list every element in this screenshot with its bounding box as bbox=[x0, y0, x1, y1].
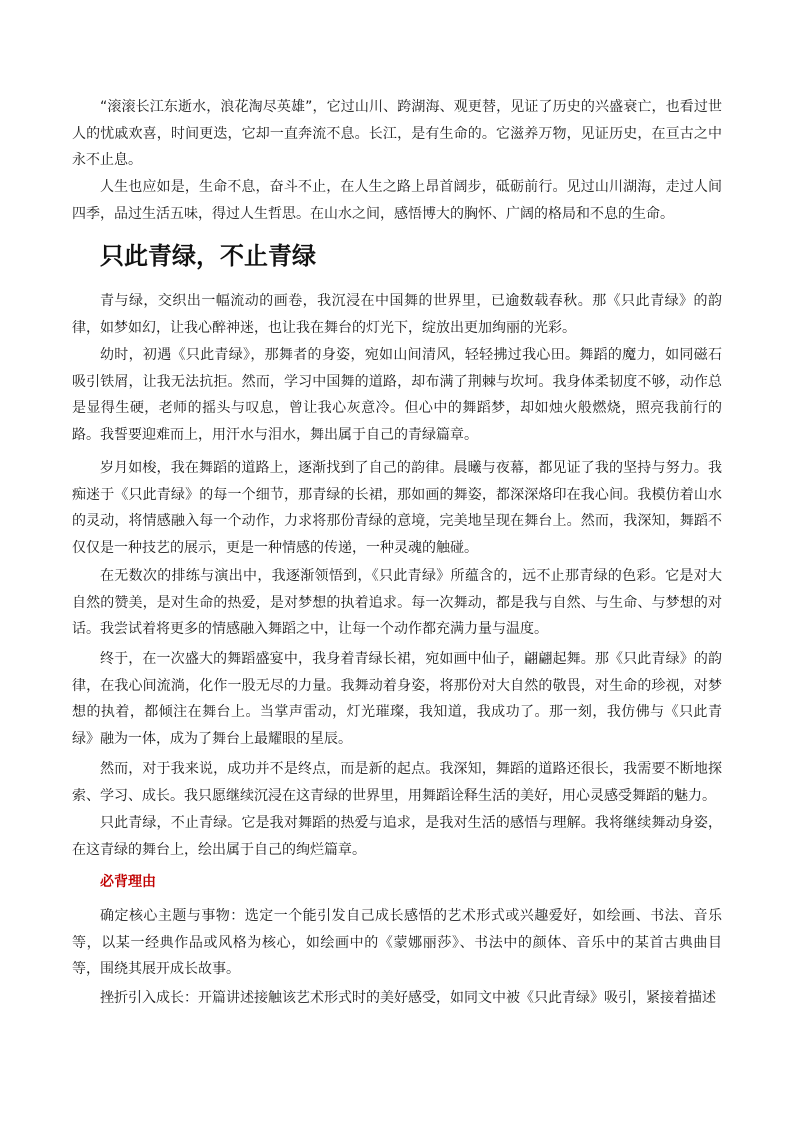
essay-title: 只此青绿，不止青绿 bbox=[100, 242, 316, 270]
essay-paragraph-1: 青与绿，交织出一幅流动的画卷，我沉浸在中国舞的世界里，已逾数载春秋。那《只此青绿》的韵律，如梦如幻，让我心醉神迷，也让我在舞台的灯光下，绽放出更加绚丽的光彩。 bbox=[72, 293, 722, 336]
essay-paragraph-7: 只此青绿，不止青绿。它是我对舞蹈的热爱与追求，是我对生活的感悟与理解。我将继续舞动身姿，在这青绿的舞台上，绘出属于自己的绚烂篇章。 bbox=[72, 815, 722, 858]
reason-title: 必背理由 bbox=[100, 874, 156, 890]
essay-paragraph-6: 然而，对于我来说，成功并不是终点，而是新的起点。我深知，舞蹈的道路还很长，我需要不断地探索、学习、成长。我只愿继续沉浸在这青绿的世界里，用舞蹈诠释生活的美好，用心灵感受舞蹈的魅力。 bbox=[72, 761, 722, 804]
essay-paragraph-3: 岁月如梭，我在舞蹈的道路上，逐渐找到了自己的韵律。晨曦与夜幕，都见证了我的坚持与努力。我痴迷于《只此青绿》的每一个细节，那青绿的长裙，那如画的舞姿，都深深烙印在我心间。我模仿着山水的灵动，将情感融入每一个动作，力求将那份青绿的意境，完美地呈现在舞台上。然而，我深知，舞蹈不仅仅是一种技艺的展示，更是一种情感的传递，一种灵魂的触碰。 bbox=[72, 460, 722, 556]
essay-paragraph-5: 终于，在一次盛大的舞蹈盛宴中，我身着青绿长裙，宛如画中仙子，翩翩起舞。那《只此青绿》的韵律，在我心间流淌，化作一股无尽的力量。我舞动着身姿，将那份对大自然的敬畏，对生命的珍视，对梦想的执着，都倾注在舞台上。当掌声雷动，灯光璀璨，我知道，我成功了。那一刻，我仿佛与《只此青绿》融为一体，成为了舞台上最耀眼的星辰。 bbox=[72, 651, 722, 747]
essay-paragraph-2: 幼时，初遇《只此青绿》，那舞者的身姿，宛如山间清风，轻轻拂过我心田。舞蹈的魔力，如同磁石吸引铁屑，让我无法抗拒。然而，学习中国舞的道路，却布满了荆棘与坎坷。我身体柔韧度不够，动作总是显得生硬，老师的摇头与叹息，曾让我心灰意冷。但心中的舞蹈梦，却如烛火般燃烧，照亮我前行的路。我誓要迎难而上，用汗水与泪水，舞出属于自己的青绿篇章。 bbox=[72, 347, 722, 443]
intro-paragraph-2: 人生也应如是，生命不息，奋斗不止，在人生之路上昂首阔步，砥砺前行。见过山川湖海，走过人间四季，品过生活五味，得过人生哲思。在山水之间，感悟博大的胸怀、广阔的格局和不息的生命。 bbox=[72, 179, 722, 222]
reason-paragraph-1: 确定核心主题与事物：选定一个能引发自己成长感悟的艺术形式或兴趣爱好，如绘画、书法、音乐等，以某一经典作品或风格为核心，如绘画中的《蒙娜丽莎》、书法中的颜体、音乐中的某首古典曲目等，围绕其展开成长故事。 bbox=[72, 908, 722, 977]
reason-paragraph-2: 挫折引入成长：开篇讲述接触该艺术形式时的美好感受，如同文中被《只此青绿》吸引，紧接着描述 bbox=[100, 990, 716, 1006]
essay-paragraph-4: 在无数次的排练与演出中，我逐渐领悟到，《只此青绿》所蕴含的，远不止那青绿的色彩。它是对大自然的赞美，是对生命的热爱，是对梦想的执着追求。每一次舞动，都是我与自然、与生命、与梦想的对话。我尝试着将更多的情感融入舞蹈之中，让每一个动作都充满力量与温度。 bbox=[72, 568, 722, 637]
intro-paragraph-1: “滚滚长江东逝水，浪花淘尽英雄”，它过山川、跨湖海、观更替，见证了历史的兴盛衰亡，也看过世人的忧戚欢喜，时间更迭，它却一直奔流不息。长江，是有生命的。它滋养万物，见证历史，在亘古之中永不止息。 bbox=[72, 99, 722, 168]
